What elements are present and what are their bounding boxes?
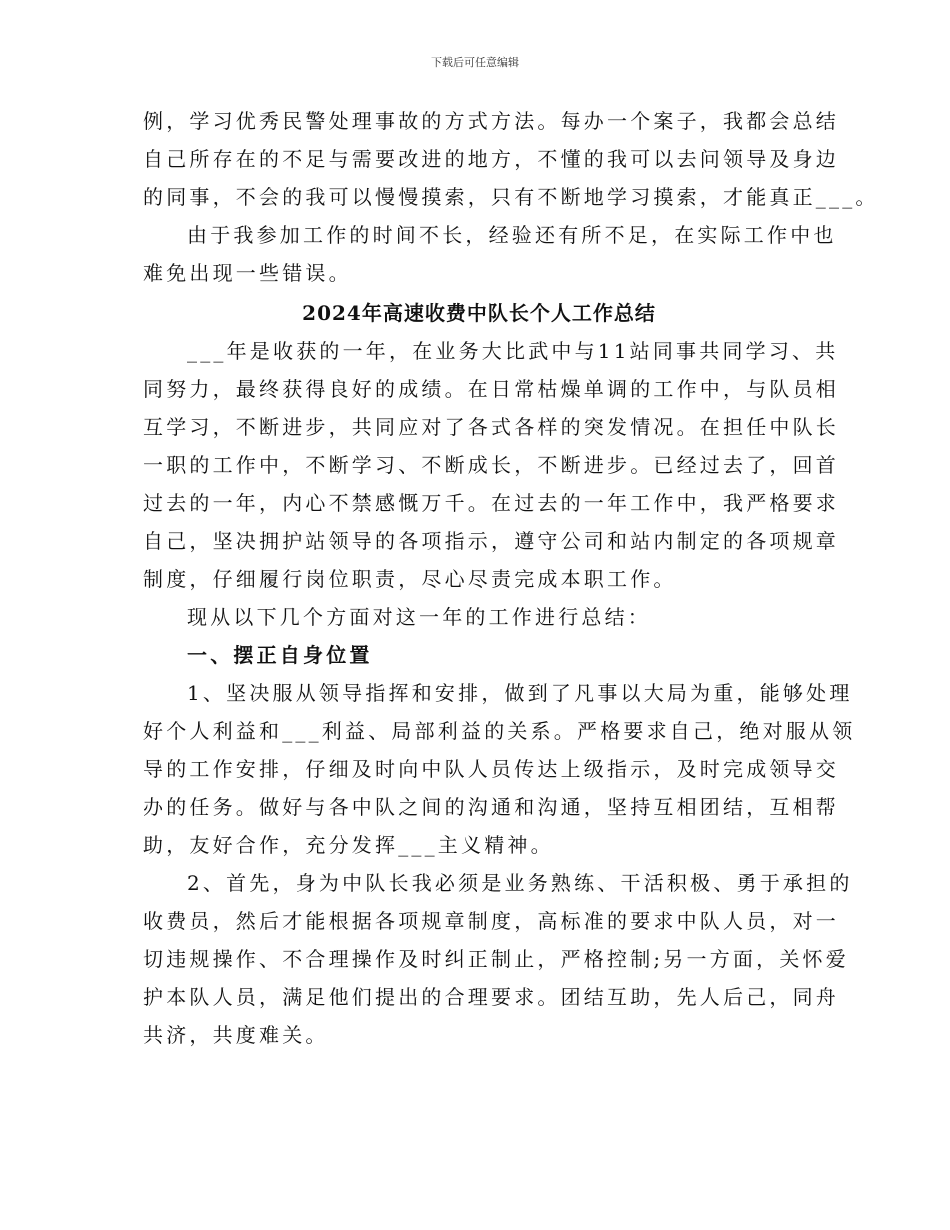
paragraph-line: 制度，仔细履行岗位职责，尽心尽责完成本职工作。 xyxy=(143,567,677,591)
paragraph-line: 由于我参加工作的时间不长，经验还有所不足，在实际工作中也 xyxy=(187,223,837,247)
paragraph-line: 助，友好合作，充分发挥___主义精神。 xyxy=(143,833,554,857)
paragraph-line: 过去的一年，内心不禁感慨万千。在过去的一年工作中，我严格要求 xyxy=(143,491,839,515)
paragraph-line: 办的任务。做好与各中队之间的沟通和沟通，坚持互相团结，互相帮 xyxy=(143,795,839,819)
paragraph-line: 自己，坚决拥护站领导的各项指示，遵守公司和站内制定的各项规章 xyxy=(143,529,839,553)
paragraph-line: 好个人利益和___利益、局部利益的关系。严格要求自己，绝对服从领 xyxy=(143,719,856,743)
paragraph-line: 互学习，不断进步，共同应对了各式各样的突发情况。在担任中队长 xyxy=(143,415,839,439)
section-title: 2024年高速收费中队长个人工作总结 xyxy=(302,301,656,325)
header-note: 下载后可任意编辑 xyxy=(431,56,519,69)
paragraph-line: ___年是收获的一年，在业务大比武中与11站同事共同学习、共 xyxy=(187,339,839,363)
subsection-heading: 一、摆正自身位置 xyxy=(187,643,373,667)
paragraph-line: 收费员，然后才能根据各项规章制度，高标准的要求中队人员，对一 xyxy=(143,909,839,933)
paragraph-line: 的同事，不会的我可以慢慢摸索，只有不断地学习摸索，才能真正___。 xyxy=(143,185,879,209)
paragraph-line: 护本队人员，满足他们提出的合理要求。团结互助，先人后己，同舟 xyxy=(143,985,839,1009)
paragraph-line: 难免出现一些错误。 xyxy=(143,261,352,285)
paragraph-line: 1、坚决服从领导指挥和安排，做到了凡事以大局为重，能够处理 xyxy=(187,681,853,705)
paragraph-line: 一职的工作中，不断学习、不断成长，不断进步。已经过去了，回首 xyxy=(143,453,839,477)
paragraph-line: 共济，共度难关。 xyxy=(143,1023,329,1047)
paragraph-line: 同努力，最终获得良好的成绩。在日常枯燥单调的工作中，与队员相 xyxy=(143,377,839,401)
paragraph-line: 例，学习优秀民警处理事故的方式方法。每办一个案子，我都会总结 xyxy=(143,109,839,133)
paragraph-line: 自己所存在的不足与需要改进的地方，不懂的我可以去问领导及身边 xyxy=(143,147,839,171)
paragraph-line: 导的工作安排，仔细及时向中队人员传达上级指示，及时完成领导交 xyxy=(143,757,839,781)
paragraph-line: 2、首先，身为中队长我必须是业务熟练、干活积极、勇于承担的 xyxy=(187,871,853,895)
paragraph-line: 现从以下几个方面对这一年的工作进行总结： xyxy=(187,605,651,629)
paragraph-line: 切违规操作、不合理操作及时纠正制止，严格控制;另一方面，关怀爱 xyxy=(143,947,849,971)
